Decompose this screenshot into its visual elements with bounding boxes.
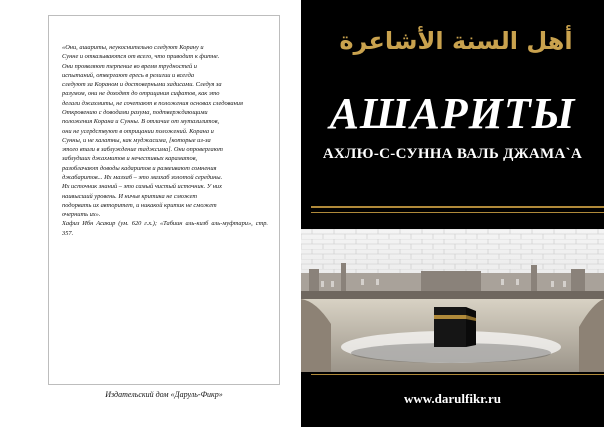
gold-divider-thin [311,212,604,213]
quote-citation: Хафиз Ибн Асакир (ум. 620 г.х.); «Табиин аль-кизб аль-муфтари», стр. 357. [62,220,268,237]
quote-line: Сунне и отказываются от всего, что приводит к фитне. [62,53,220,61]
quote-line: очернить их». [62,211,101,219]
quote-line: положения Корана и Сунны. В отличие от мутазилитов, [62,118,220,126]
publisher-name: Издательский дом «Даруль-Фикр» [105,390,223,399]
publisher-website: www.darulfikr.ru [403,391,502,406]
quote-line: заблудших джахмитов и нечестивых караматов, [62,155,198,163]
gold-divider-top [311,206,604,208]
quote-line: разоблачают доводы кадаритов и развеивают сомнения [62,164,217,172]
quote-line: подорвать их авторитет, и никакой критик не сможет [62,201,217,209]
quote-line: Сунны, и не халатны, как муджасима, [которые из-за [62,136,211,144]
back-cover-quote [62,43,268,238]
quote-line: разумом, они не доходят до отрицания сифатов, как это [62,90,220,98]
quote-line: Их источник знаний – это самый чистый источник. У них [62,183,222,191]
quote-line: испытаний, отвергают ересь в религии и всегда [62,71,195,79]
kaaba-photo [301,229,604,372]
arabic-calligraphy-emblem [339,17,573,61]
gold-divider-bottom [311,374,604,375]
quote-line: Откровению с доводами разума, подтверждающими [62,108,208,116]
quote-line: наивысший уровень. И ничья критика не сможет [62,192,198,200]
book-title: АШАРИТЫ [329,89,576,138]
quote-line: «Они, ашариты, неукоснительно следуют Корану и [62,44,204,51]
quote-line: они не усердствуют в отрицании положений. Корана и [62,127,214,135]
quote-line: джабаритов... Их мазхаб – это мазхаб золотой середины. [62,173,223,181]
quote-line: делали джахмиты, не сочетают в положения основах следования [62,99,243,107]
quote-line: Они проявляют терпение во время трудностей и [62,62,197,70]
quote-line: этого впали в заблуждение таджсима]. Они опровергают [62,146,223,154]
book-subtitle: АХЛЮ-С-СУННА ВАЛЬ ДЖАМА`А [322,146,583,162]
front-cover [301,0,604,427]
quote-line: следуют за Кораном и достоверными хадисами. Следуя за [62,81,222,89]
arabic-calligraphy-text: أهل السنة الأشاعرة [339,27,573,55]
back-cover [0,0,301,427]
